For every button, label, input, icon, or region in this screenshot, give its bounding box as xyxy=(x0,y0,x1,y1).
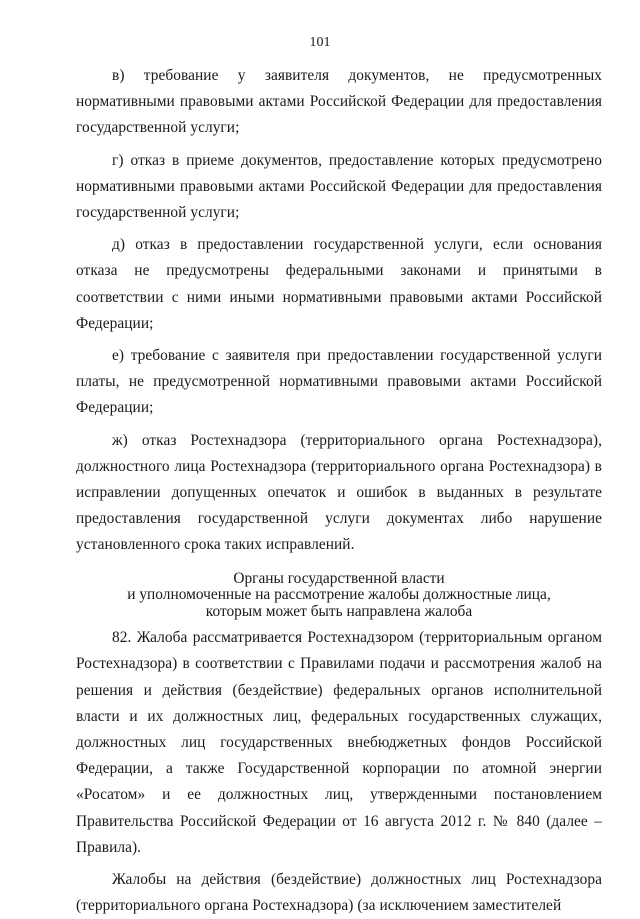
paragraph-item-d: д) отказ в предоставлении государственной услуги, если основания отказа не предусмотрены федеральными законами и принятыми в соответствии с ними иными нормативными правовыми актами Российской Федерации; xyxy=(76,236,602,332)
section-heading-line-2: и уполномоченные на рассмотрение жалобы должностные лица, xyxy=(127,586,551,604)
paragraph-82: 82. Жалоба рассматривается Ростехнадзором (территориальным органом Ростехнадзора) в соответствии с Правилами подачи и рассмотрения жалоб на решения и действия (бездействие) федеральных органов исполнительной власти и их должностных лиц, федеральных государственных служащих, должностных лиц государственных внебюджетных фондов Российской Федерации, а также Государственной корпорации по атомной энергии «Росатом» и ее должностных лиц, утвержденными постановлением Правительства Российской Федерации от 16 августа 2012 г. № 840 (далее – Правила). xyxy=(76,629,602,856)
section-heading-line-1: Органы государственной власти xyxy=(233,569,445,587)
page-number: 101 xyxy=(309,35,331,50)
document-body xyxy=(76,63,602,919)
paragraph-item-v: в) требование у заявителя документов, не предусмотренных нормативными правовыми актами Российской Федерации для предоставления государственной услуги; xyxy=(76,67,602,137)
paragraph-item-g: г) отказ в приеме документов, предоставление которых предусмотрено нормативными правовыми актами Российской Федерации для предоставления государственной услуги; xyxy=(76,151,602,222)
paragraph-complaints: Жалобы на действия (бездействие) должностных лиц Ростехнадзора (территориального органа Ростехнадзора) (за исключением заместителей xyxy=(76,870,602,915)
paragraph-item-e: е) требование с заявителя при предоставлении государственной услуги платы, не предусмотренной нормативными правовыми актами Российской Федерации; xyxy=(76,347,602,417)
section-heading-line-3: которым может быть направлена жалоба xyxy=(205,602,473,620)
paragraph-item-zh: ж) отказ Ростехнадзора (территориального органа Ростехнадзора), должностного лица Ростехнадзора (территориального органа Ростехнадзора) в исправлении допущенных опечаток и ошибок в выданных в результате предоставления государственной услуги документах либо нарушение установленного срока таких исправлений. xyxy=(76,431,602,554)
section-heading xyxy=(76,571,602,621)
